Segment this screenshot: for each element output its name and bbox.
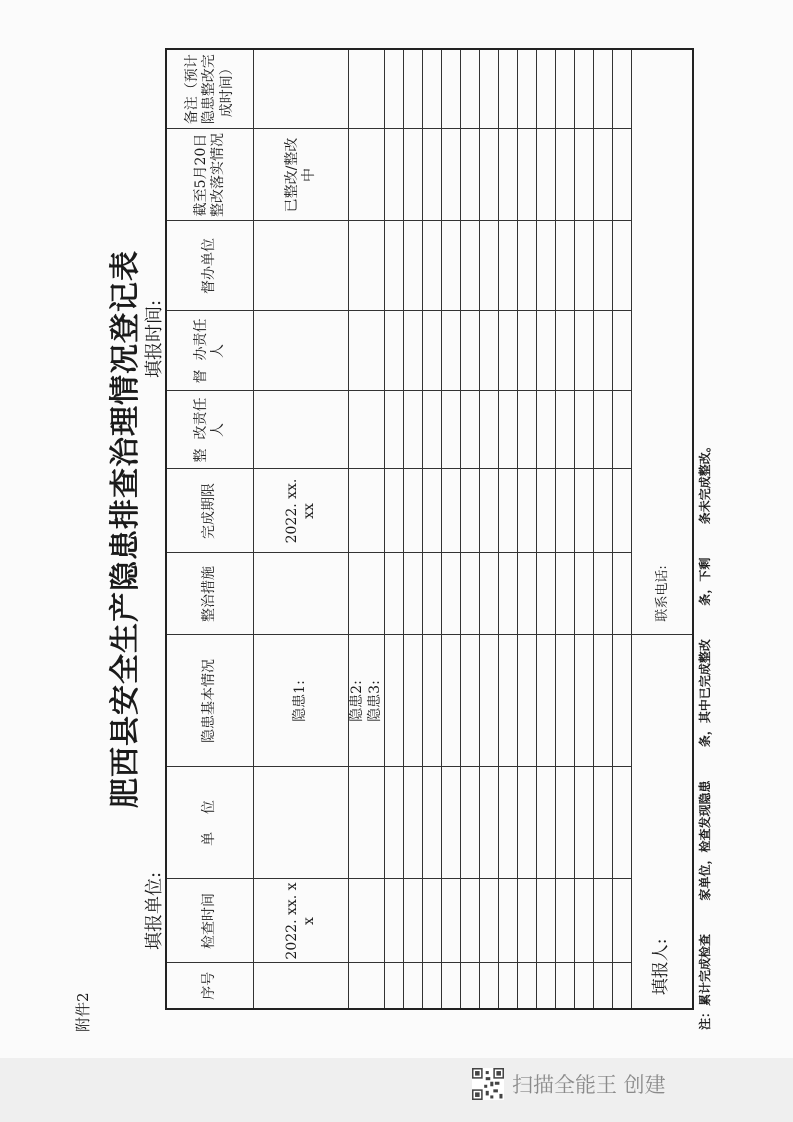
cell-remarks	[254, 49, 349, 129]
empty-cell	[499, 129, 518, 221]
qr-code-icon	[472, 1068, 504, 1100]
table-row	[613, 49, 632, 1009]
reporter-cell	[632, 635, 694, 1009]
empty-cell	[423, 767, 442, 879]
empty-cell	[404, 553, 423, 635]
empty-cell	[404, 49, 423, 129]
hazard-2-label: 隐患2:	[349, 680, 365, 722]
empty-cell	[499, 311, 518, 391]
empty-cell	[556, 49, 575, 129]
cell-deadline: 2022. xx. xx	[254, 469, 349, 553]
table-row	[594, 49, 613, 1009]
empty-cell	[575, 221, 594, 311]
cell-check-time: 2022. xx. x x	[254, 879, 349, 963]
empty-cell	[442, 553, 461, 635]
empty-cell	[556, 391, 575, 469]
table-row	[480, 49, 499, 1009]
col-header-deadline: 完成期限	[166, 469, 254, 553]
empty-cell	[594, 129, 613, 221]
empty-cell	[385, 469, 404, 553]
empty-cell	[404, 129, 423, 221]
col-header-index: 序号	[166, 963, 254, 1009]
empty-cell	[575, 391, 594, 469]
empty-cell	[385, 49, 404, 129]
note-part: 注：累计完成检查	[698, 933, 712, 1030]
col-header-supervise-unit: 督办单位	[166, 221, 254, 311]
empty-cell	[537, 469, 556, 553]
col-header-unit: 单 位	[166, 767, 254, 879]
empty-cell	[594, 391, 613, 469]
empty-cell	[385, 963, 404, 1009]
hazard-3-label: 隐患3:	[366, 680, 383, 722]
empty-cell	[404, 391, 423, 469]
empty-cell	[575, 553, 594, 635]
empty-cell	[480, 221, 499, 311]
empty-cell	[461, 963, 480, 1009]
note-part: 条，其中已完成整改	[698, 639, 712, 748]
table-row	[254, 49, 349, 1009]
cell-hazard-list	[349, 635, 385, 767]
empty-cell	[442, 963, 461, 1009]
empty-cell	[556, 767, 575, 879]
empty-cell	[423, 635, 442, 767]
empty-cell	[537, 553, 556, 635]
empty-cell	[385, 391, 404, 469]
col-header-check-time: 检查时间	[166, 879, 254, 963]
empty-cell	[461, 391, 480, 469]
empty-cell	[404, 469, 423, 553]
empty-cell	[442, 469, 461, 553]
empty-cell	[480, 963, 499, 1009]
empty-cell	[575, 879, 594, 963]
empty-cell	[537, 221, 556, 311]
empty-cell	[499, 879, 518, 963]
empty-cell	[537, 129, 556, 221]
table-row	[442, 49, 461, 1009]
table-row	[461, 49, 480, 1009]
col-header-rectify-person: 整 改责任人	[166, 391, 254, 469]
empty-cell	[594, 49, 613, 129]
empty-cell	[537, 49, 556, 129]
col-header-measures: 整治措施	[166, 553, 254, 635]
empty-cell	[442, 129, 461, 221]
empty-cell	[594, 221, 613, 311]
empty-cell	[613, 49, 632, 129]
empty-cell	[480, 553, 499, 635]
cell-measures	[254, 553, 349, 635]
empty-cell	[518, 221, 537, 311]
note-part: 家单位，检查发现隐患	[698, 780, 712, 901]
empty-cell	[556, 129, 575, 221]
empty-cell	[404, 963, 423, 1009]
col-header-supervise-person: 督 办责任人	[166, 311, 254, 391]
table-row	[537, 49, 556, 1009]
empty-cell	[442, 391, 461, 469]
footer-row	[632, 49, 694, 1009]
empty-cell	[461, 879, 480, 963]
table-row	[349, 49, 385, 1009]
table-row	[423, 49, 442, 1009]
empty-cell	[385, 221, 404, 311]
empty-cell	[556, 879, 575, 963]
empty-cell	[461, 311, 480, 391]
empty-cell	[537, 879, 556, 963]
fill-unit-label: 填报单位:	[144, 871, 165, 950]
table-row	[556, 49, 575, 1009]
empty-cell	[594, 963, 613, 1009]
cell-supervise-unit	[254, 221, 349, 311]
empty-cell	[594, 767, 613, 879]
cell-hazard: 隐患1:	[254, 635, 349, 767]
summary-note	[696, 440, 713, 1030]
empty-cell	[613, 635, 632, 767]
empty-cell	[499, 963, 518, 1009]
empty-cell	[556, 221, 575, 311]
empty-cell	[613, 391, 632, 469]
empty-cell	[385, 879, 404, 963]
table-row	[575, 49, 594, 1009]
empty-cell	[556, 469, 575, 553]
empty-cell	[575, 767, 594, 879]
empty-cell	[518, 767, 537, 879]
empty-cell	[442, 49, 461, 129]
empty-cell	[461, 49, 480, 129]
empty-cell	[518, 469, 537, 553]
empty-cell	[518, 879, 537, 963]
note-part: 条未完成整改。	[698, 440, 712, 525]
empty-cell	[423, 963, 442, 1009]
empty-cell	[613, 129, 632, 221]
empty-cell	[404, 635, 423, 767]
empty-cell	[499, 553, 518, 635]
empty-cell	[499, 49, 518, 129]
empty-cell	[404, 879, 423, 963]
empty-cell	[518, 553, 537, 635]
empty-cell	[442, 221, 461, 311]
cell-index	[254, 963, 349, 1009]
empty-cell	[385, 311, 404, 391]
empty-cell	[613, 221, 632, 311]
table-row	[518, 49, 537, 1009]
page-title: 肥西县安全生产隐患排查治理情况登记表	[108, 250, 143, 808]
cell-progress: 已整改/整改中	[254, 129, 349, 221]
empty-cell	[499, 635, 518, 767]
col-header-hazard: 隐患基本情况	[166, 635, 254, 767]
empty-cell	[480, 469, 499, 553]
empty-cell	[423, 221, 442, 311]
empty-cell	[537, 391, 556, 469]
empty-cell	[537, 767, 556, 879]
empty-cell	[404, 767, 423, 879]
empty-cell	[480, 311, 499, 391]
empty-cell	[556, 311, 575, 391]
empty-cell	[461, 767, 480, 879]
empty-cell	[499, 221, 518, 311]
empty-cell	[423, 553, 442, 635]
note-part: 条，下剩	[698, 557, 712, 606]
table-row	[385, 49, 404, 1009]
empty-cell	[518, 963, 537, 1009]
register-table	[165, 48, 694, 1010]
col-header-remarks: 备注（预计隐患整改完成时间）	[166, 49, 254, 129]
empty-cell	[423, 391, 442, 469]
empty-cell	[594, 879, 613, 963]
empty-cell	[423, 49, 442, 129]
header-row	[166, 49, 254, 1009]
empty-cell	[518, 129, 537, 221]
empty-cell	[480, 879, 499, 963]
reporter-label: 填报人:	[651, 938, 672, 996]
empty-cell	[537, 311, 556, 391]
empty-cell	[575, 963, 594, 1009]
empty-cell	[423, 311, 442, 391]
phone-label: 联系电话:	[655, 565, 671, 622]
empty-cell	[518, 635, 537, 767]
empty-cell	[613, 963, 632, 1009]
empty-cell	[385, 129, 404, 221]
empty-cell	[499, 469, 518, 553]
empty-cell	[537, 963, 556, 1009]
empty-cell	[442, 767, 461, 879]
table-row	[404, 49, 423, 1009]
empty-cell	[404, 221, 423, 311]
cell-unit	[254, 767, 349, 879]
empty-cell	[385, 767, 404, 879]
empty-cell	[385, 635, 404, 767]
empty-cell	[613, 311, 632, 391]
empty-cell	[594, 553, 613, 635]
phone-cell	[632, 49, 694, 635]
empty-cell	[556, 635, 575, 767]
empty-cell	[480, 767, 499, 879]
empty-cell	[499, 767, 518, 879]
cell-rectify-person	[254, 391, 349, 469]
col-header-progress: 截至5月20日整改落实情况	[166, 129, 254, 221]
empty-cell	[442, 635, 461, 767]
empty-cell	[575, 49, 594, 129]
empty-cell	[575, 635, 594, 767]
empty-cell	[613, 767, 632, 879]
empty-cell	[480, 49, 499, 129]
empty-cell	[518, 391, 537, 469]
empty-cell	[518, 49, 537, 129]
empty-cell	[442, 879, 461, 963]
empty-cell	[442, 311, 461, 391]
scanner-watermark	[472, 1064, 666, 1104]
empty-cell	[423, 879, 442, 963]
empty-cell	[461, 553, 480, 635]
empty-cell	[499, 391, 518, 469]
empty-cell	[613, 879, 632, 963]
empty-cell	[423, 129, 442, 221]
empty-cell	[594, 635, 613, 767]
empty-cell	[461, 635, 480, 767]
empty-cell	[480, 391, 499, 469]
empty-cell	[461, 469, 480, 553]
empty-cell	[613, 553, 632, 635]
attachment-label: 附件2	[74, 992, 92, 1032]
empty-cell	[385, 553, 404, 635]
cell-supervise-person	[254, 311, 349, 391]
empty-cell	[404, 311, 423, 391]
empty-cell	[480, 129, 499, 221]
watermark-text: 扫描全能王 创建	[512, 1073, 666, 1097]
empty-cell	[556, 963, 575, 1009]
empty-cell	[575, 129, 594, 221]
empty-cell	[461, 221, 480, 311]
empty-cell	[480, 635, 499, 767]
empty-cell	[461, 129, 480, 221]
empty-cell	[575, 311, 594, 391]
fill-time-label: 填报时间:	[144, 299, 165, 378]
empty-cell	[518, 311, 537, 391]
table-row	[499, 49, 518, 1009]
empty-cell	[423, 469, 442, 553]
empty-cell	[575, 469, 594, 553]
empty-cell	[537, 635, 556, 767]
empty-cell	[594, 311, 613, 391]
empty-cell	[613, 469, 632, 553]
empty-cell	[594, 469, 613, 553]
empty-cell	[556, 553, 575, 635]
